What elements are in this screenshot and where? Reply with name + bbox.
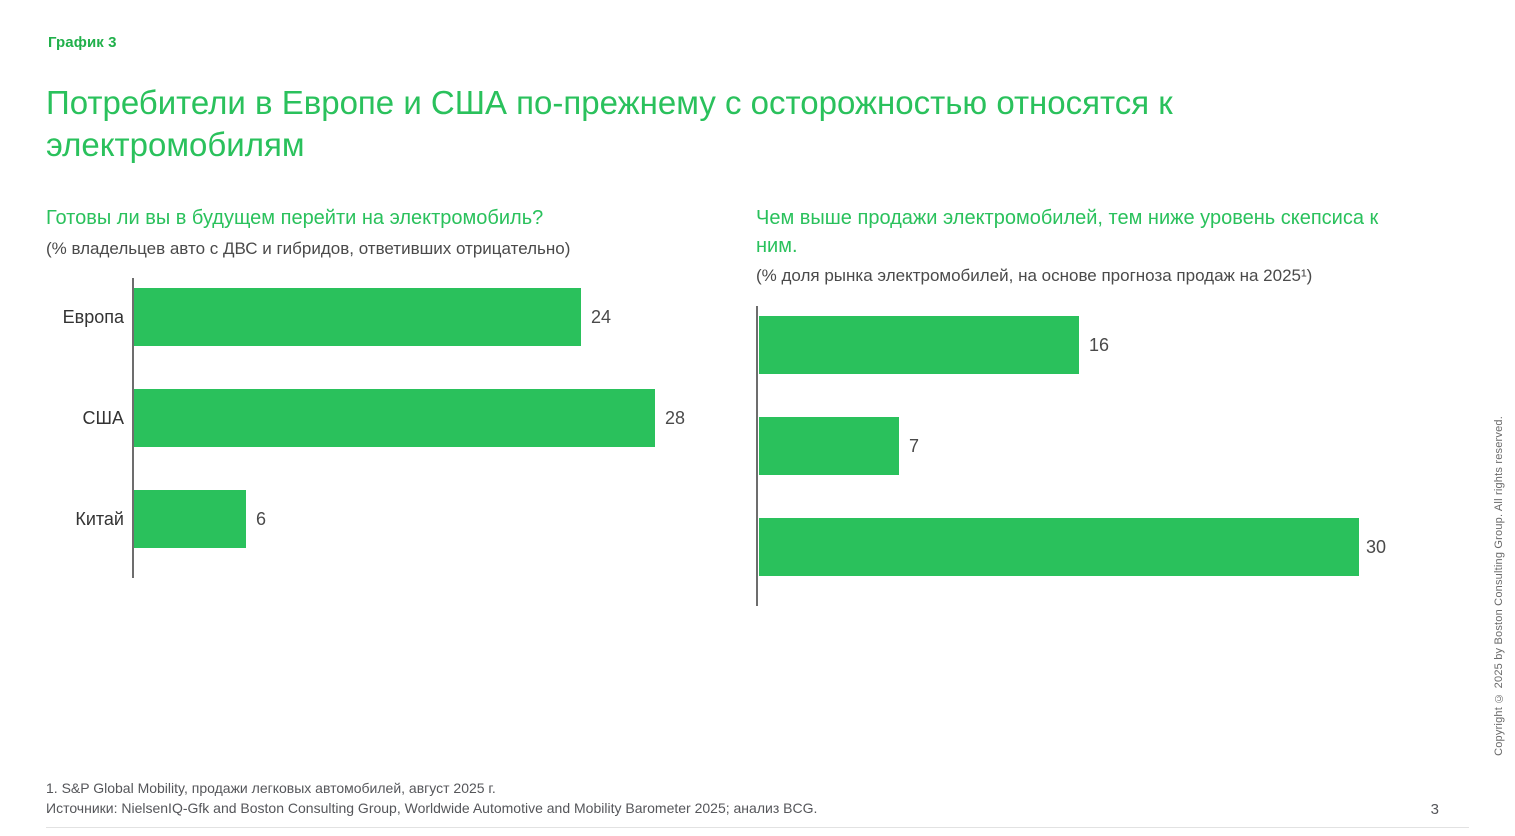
table-row xyxy=(756,316,1446,374)
chart-left-value-1: 28 xyxy=(665,408,686,429)
chart-panel-left xyxy=(46,205,746,606)
chart-left-title: Готовы ли вы в будущем перейти на электромобиль? xyxy=(46,207,544,229)
chart-right-title: Чем выше продажи электромобилей, тем ниже уровень скепсиса к ним. xyxy=(756,207,1379,257)
slide-eyebrow: График 3 xyxy=(48,34,117,51)
chart-left-bar-0 xyxy=(134,288,581,346)
chart-right-bar-1 xyxy=(759,417,899,475)
bottom-divider xyxy=(46,827,1469,828)
sources-line: Источники: NielsenIQ-Gfk and Boston Consulting Group, Worldwide Automotive and Mobility Barometer 2025; анализ BCG. xyxy=(46,799,818,816)
chart-right-subtitle: (% доля рынка электромобилей, на основе прогноза продаж на 2025¹) xyxy=(756,266,1313,286)
table-row xyxy=(46,389,746,447)
table-row xyxy=(756,417,1446,475)
page-title: Потребители в Европе и США по-прежнему с осторожностью относятся к электромобилям xyxy=(46,84,1173,164)
charts-container xyxy=(46,205,1446,606)
chart-right-value-0: 16 xyxy=(1089,334,1110,355)
page-number: 3 xyxy=(1430,801,1439,818)
table-row xyxy=(756,518,1446,576)
chart-left-category-0: Европа xyxy=(62,307,124,328)
chart-left-subtitle: (% владельцев авто с ДВС и гибридов, ответивших отрицательно) xyxy=(46,238,571,258)
chart-panel-right xyxy=(746,205,1446,606)
chart-left-bar-2 xyxy=(134,490,246,548)
chart-right-bar-2 xyxy=(759,518,1359,576)
chart-left-category-1: США xyxy=(82,408,124,429)
copyright-notice: Copyright © 2025 by Boston Consulting Group. All rights reserved. xyxy=(1493,416,1505,756)
chart-left-rows xyxy=(46,278,746,578)
footnote: 1. S&P Global Mobility, продажи легковых автомобилей, август 2025 г. xyxy=(46,779,496,796)
table-row xyxy=(46,288,746,346)
chart-left-value-0: 24 xyxy=(591,307,612,328)
chart-left-category-2: Китай xyxy=(75,509,124,530)
chart-right-bar-0 xyxy=(759,316,1079,374)
chart-right-value-2: 30 xyxy=(1366,536,1387,557)
chart-left-bar-1 xyxy=(134,389,655,447)
chart-left-value-2: 6 xyxy=(256,509,267,530)
chart-left-plot xyxy=(46,278,746,578)
chart-right-rows xyxy=(756,306,1446,606)
table-row xyxy=(46,490,746,548)
chart-right-plot xyxy=(756,306,1446,606)
chart-right-value-1: 7 xyxy=(909,435,920,456)
